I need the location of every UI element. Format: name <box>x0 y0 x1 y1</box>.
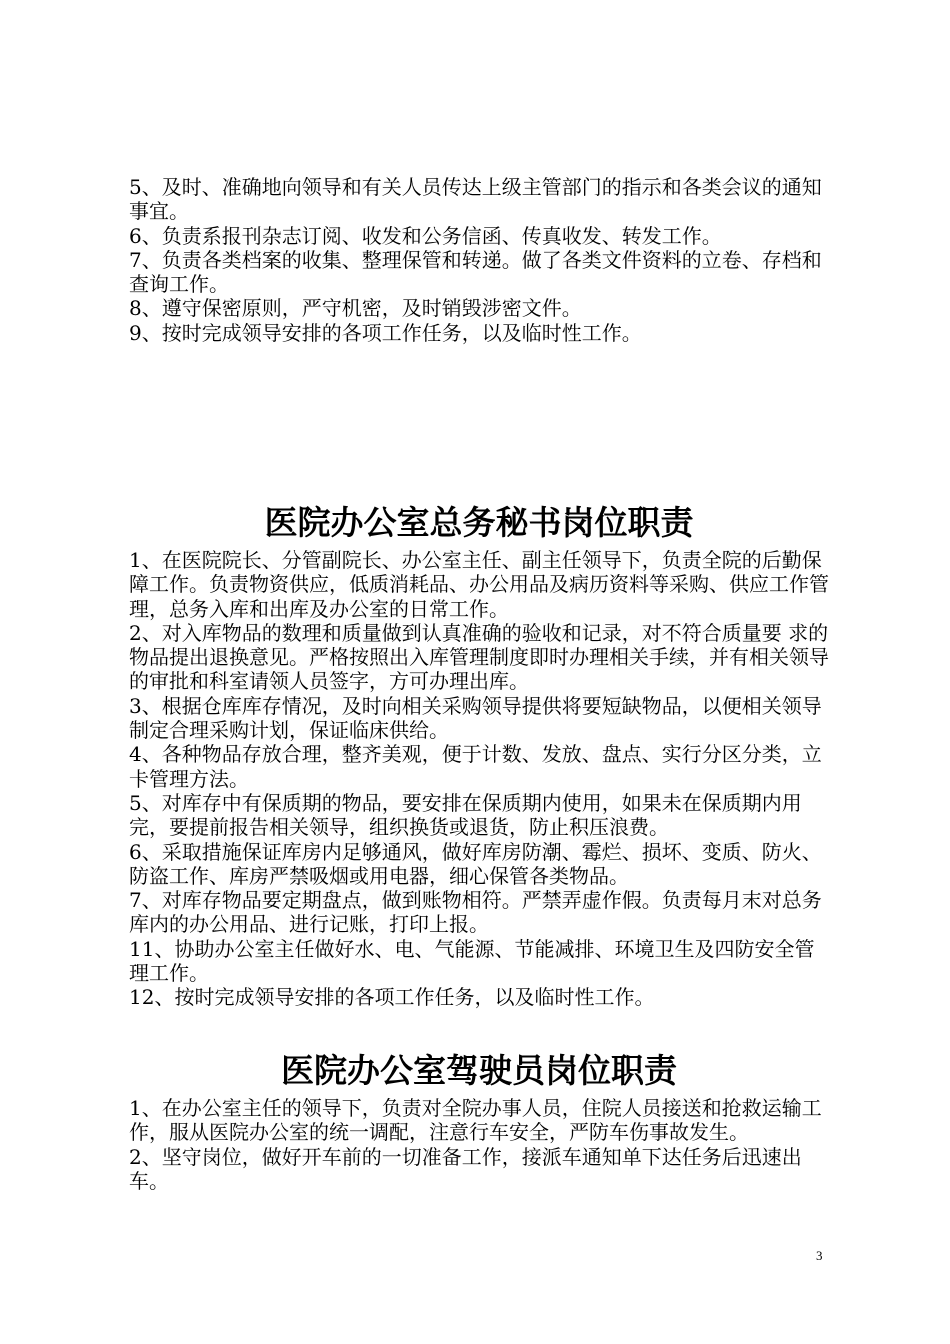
paragraph: 9、按时完成领导安排的各项工作任务，以及临时性工作。 <box>129 320 642 345</box>
paragraph: 12、按时完成领导安排的各项工作任务，以及临时性工作。 <box>129 985 655 1010</box>
paragraph: 11、协助办公室主任做好水、电、气能源、节能减排、环境卫生及四防安全管理工作。 <box>129 936 815 986</box>
paragraph: 8、遵守保密原则，严守机密，及时销毁涉密文件。 <box>129 296 582 321</box>
paragraph: 6、采取措施保证库房内足够通风，做好库房防潮、霉烂、损坏、变质、防火、防盗工作、库房严禁吸烟或用电器，细心保管各类物品。 <box>129 839 822 888</box>
paragraph: 5、对库存中有保质期的物品，要安排在保质期内使用，如果未在保质期内用完，要提前报告相关领导，组织换货或退货，防止积压浪费。 <box>129 790 802 840</box>
paragraph: 2、对入库物品的数理和质量做到认真准确的验收和记录，对不符合质量要 求的物品提出退换意见。严格按照出入库管理制度即时办理相关手续，并有相关领导的审批和科室请领人员签字，方可办理出库。 <box>129 620 829 694</box>
paragraph: 7、对库存物品要定期盘点，做到账物相符。严禁弄虚作假。负责每月末对总务库内的办公用品、进行记账，打印上报。 <box>129 888 822 937</box>
section-3-body <box>129 1096 829 1193</box>
section-2-title: 医院办公室总务秘书岗位职责 <box>264 503 694 542</box>
section-1-body <box>129 175 829 345</box>
section-3-title: 医院办公室驾驶员岗位职责 <box>281 1051 677 1090</box>
paragraph: 6、负责系报刊杂志订阅、收发和公务信函、传真收发、转发工作。 <box>129 223 722 248</box>
paragraph: 2、坚守岗位，做好开车前的一切准备工作，接派车通知单下达任务后迅速出车。 <box>129 1144 802 1193</box>
paragraph: 1、在医院院长、分管副院长、办公室主任、副主任领导下，负责全院的后勤保障工作。负责物资供应，低质消耗品、办公用品及病历资料等采购、供应工作管理，总务入库和出库及办公室的日常工作。 <box>129 548 829 621</box>
paragraph: 7、负责各类档案的收集、整理保管和转递。做了各类文件资料的立卷、存档和查询工作。 <box>129 247 822 297</box>
paragraph: 5、及时、准确地向领导和有关人员传达上级主管部门的指示和各类会议的通知事宜。 <box>129 175 822 224</box>
paragraph: 3、根据仓库库存情况，及时向相关采购领导提供将要短缺物品，以便相关领导制定合理采购计划，保证临床供给。 <box>129 693 822 743</box>
section-2-body <box>129 548 829 1010</box>
page-number: 3 <box>816 1248 823 1263</box>
paragraph: 1、在办公室主任的领导下，负责对全院办事人员，住院人员接送和抢救运输工作，服从医院办公室的统一调配，注意行车安全，严防车伤事故发生。 <box>129 1096 822 1145</box>
paragraph: 4、各种物品存放合理，整齐美观，便于计数、发放、盘点、实行分区分类，立卡管理方法。 <box>129 742 822 791</box>
